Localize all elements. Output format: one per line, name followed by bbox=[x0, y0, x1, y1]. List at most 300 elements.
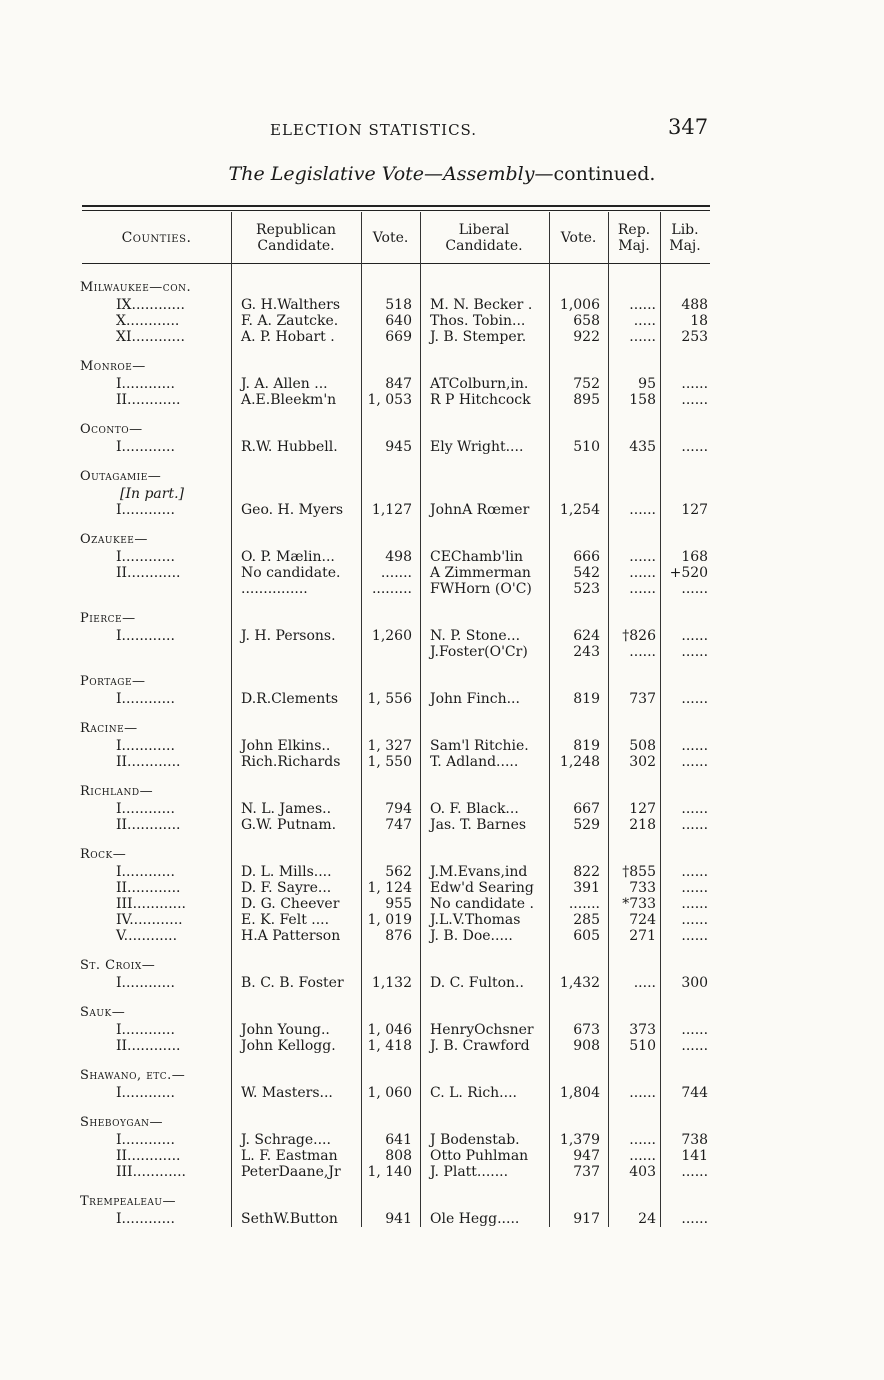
rep-majority-cell: 737 bbox=[629, 691, 656, 707]
row-spacer bbox=[80, 1054, 712, 1068]
lib-candidate-cell: Otto Puhlman bbox=[430, 1148, 529, 1164]
county-name: Racine— bbox=[80, 721, 138, 736]
row-spacer bbox=[80, 944, 712, 958]
rep-candidate-cell: O. P. Mælin... bbox=[241, 549, 335, 565]
rep-majority-cell: ..... bbox=[633, 313, 656, 329]
county-name: Ozaukee— bbox=[80, 532, 148, 547]
district-cell: I............ bbox=[116, 1085, 175, 1101]
rep-vote-cell: 1,132 bbox=[371, 975, 412, 991]
lib-candidate-cell: John Finch... bbox=[430, 691, 520, 707]
lib-candidate-cell: R P Hitchcock bbox=[430, 392, 531, 408]
rep-candidate-cell: John Young.. bbox=[241, 1022, 330, 1038]
table-row bbox=[80, 565, 712, 581]
table-row bbox=[80, 1022, 712, 1038]
lib-vote-cell: 510 bbox=[573, 439, 600, 455]
header-lib-candidate: Liberal Candidate. bbox=[445, 222, 523, 254]
district-cell: I............ bbox=[116, 691, 175, 707]
spacer-cell bbox=[80, 455, 712, 469]
rep-candidate-cell: Rich.Richards bbox=[241, 754, 341, 770]
table-row bbox=[80, 912, 712, 928]
lib-majority-cell: +520 bbox=[669, 565, 709, 581]
table-row bbox=[80, 754, 712, 770]
rep-majority-cell: 510 bbox=[629, 1038, 656, 1054]
spacer-cell bbox=[80, 770, 712, 784]
lib-candidate-cell: Ely Wright.... bbox=[430, 439, 524, 455]
table-row bbox=[80, 1038, 712, 1054]
lib-majority-cell: ...... bbox=[681, 1022, 709, 1038]
rep-vote-cell: 876 bbox=[385, 928, 412, 944]
row-spacer bbox=[80, 833, 712, 847]
county-name: Portage— bbox=[80, 674, 146, 689]
rep-majority-cell: ...... bbox=[629, 1085, 656, 1101]
county-name: Pierce— bbox=[80, 611, 136, 626]
district-cell: X............ bbox=[116, 313, 180, 329]
row-spacer bbox=[80, 991, 712, 1005]
election-table bbox=[80, 280, 712, 1227]
rep-majority-cell: 271 bbox=[629, 928, 656, 944]
spacer-cell bbox=[80, 408, 712, 422]
lib-majority-cell: 744 bbox=[681, 1085, 709, 1101]
rep-candidate-cell: A. P. Hobart . bbox=[241, 329, 335, 345]
lib-majority-cell: 488 bbox=[681, 297, 709, 313]
lib-vote-cell: 895 bbox=[573, 392, 600, 408]
lib-majority-cell: ...... bbox=[681, 376, 709, 392]
header-rep-maj: Rep. Maj. bbox=[617, 222, 651, 254]
county-group-row bbox=[80, 847, 712, 864]
county-name: St. Croix— bbox=[80, 958, 156, 973]
table-row bbox=[80, 864, 712, 880]
lib-vote-cell: 819 bbox=[573, 691, 600, 707]
rep-majority-cell: 435 bbox=[629, 439, 656, 455]
lib-candidate-cell: J.L.V.Thomas bbox=[430, 912, 521, 928]
district-cell: I............ bbox=[116, 439, 175, 455]
district-cell: I............ bbox=[116, 801, 175, 817]
rep-candidate-cell: PeterDaane,Jr bbox=[241, 1164, 341, 1180]
lib-majority-cell: ...... bbox=[681, 581, 709, 597]
rep-majority-cell: 403 bbox=[629, 1164, 656, 1180]
district-cell: II............ bbox=[116, 817, 181, 833]
table-row bbox=[80, 628, 712, 644]
table-row bbox=[80, 801, 712, 817]
lib-vote-cell: ....... bbox=[568, 896, 600, 912]
lib-candidate-cell: No candidate . bbox=[430, 896, 534, 912]
lib-vote-cell: 666 bbox=[573, 549, 600, 565]
rep-majority-cell: 302 bbox=[629, 754, 656, 770]
county-group-row bbox=[80, 1115, 712, 1132]
spacer-cell bbox=[80, 1054, 712, 1068]
district-cell: I............ bbox=[116, 376, 175, 392]
spacer-cell bbox=[80, 944, 712, 958]
rep-vote-cell: 562 bbox=[385, 864, 412, 880]
district-cell: I............ bbox=[116, 628, 175, 644]
district-cell: I............ bbox=[116, 1022, 175, 1038]
district-cell: II............ bbox=[116, 754, 181, 770]
county-name: Sheboygan— bbox=[80, 1115, 163, 1130]
table-row bbox=[80, 975, 712, 991]
spacer-cell bbox=[80, 833, 712, 847]
rep-candidate-cell: G. H.Walthers bbox=[241, 297, 341, 313]
spacer-cell bbox=[80, 518, 712, 532]
spacer-cell bbox=[80, 991, 712, 1005]
rep-majority-cell: ...... bbox=[629, 644, 656, 660]
table-subtitle bbox=[0, 163, 884, 185]
lib-candidate-cell: O. F. Black... bbox=[430, 801, 519, 817]
district-cell: I............ bbox=[116, 1211, 175, 1227]
table-row bbox=[80, 738, 712, 754]
district-cell: II............ bbox=[116, 880, 181, 896]
table-row bbox=[80, 644, 712, 660]
rep-majority-cell: 508 bbox=[629, 738, 656, 754]
county-group-row bbox=[80, 359, 712, 376]
rep-vote-cell: 1,260 bbox=[371, 628, 412, 644]
county-group-row bbox=[80, 1194, 712, 1211]
election-table-body bbox=[80, 280, 712, 1227]
district-cell: III............ bbox=[116, 1164, 186, 1180]
rep-vote-cell: 498 bbox=[385, 549, 412, 565]
lib-vote-cell: 1,248 bbox=[559, 754, 600, 770]
rep-candidate-cell: D.R.Clements bbox=[241, 691, 339, 707]
rep-candidate-cell: R.W. Hubbell. bbox=[241, 439, 338, 455]
lib-vote-cell: 908 bbox=[573, 1038, 600, 1054]
lib-vote-cell: 1,254 bbox=[559, 502, 600, 518]
rep-vote-cell: 1, 060 bbox=[367, 1085, 412, 1101]
lib-majority-cell: ...... bbox=[681, 1211, 709, 1227]
running-head: ELECTION STATISTICS. bbox=[270, 121, 478, 139]
rep-majority-cell: *733 bbox=[622, 896, 656, 912]
county-group-row bbox=[80, 1068, 712, 1085]
lib-vote-cell: 605 bbox=[573, 928, 600, 944]
lib-vote-cell: 737 bbox=[573, 1164, 600, 1180]
rep-candidate-cell: A.E.Bleekm'n bbox=[241, 392, 337, 408]
rep-majority-cell: 218 bbox=[629, 817, 656, 833]
lib-majority-cell: ...... bbox=[681, 754, 709, 770]
district-cell: I............ bbox=[116, 1132, 175, 1148]
county-name: Oconto— bbox=[80, 422, 143, 437]
county-name: Sauk— bbox=[80, 1005, 126, 1020]
lib-candidate-cell: A Zimmerman bbox=[430, 565, 531, 581]
district-cell: II............ bbox=[116, 1148, 181, 1164]
table-row bbox=[80, 313, 712, 329]
rep-candidate-cell: J. H. Persons. bbox=[241, 628, 336, 644]
lib-majority-cell: ...... bbox=[681, 439, 709, 455]
lib-majority-cell: 168 bbox=[681, 549, 709, 565]
lib-candidate-cell: Edw'd Searing bbox=[430, 880, 534, 896]
rep-candidate-cell: John Kellogg. bbox=[241, 1038, 336, 1054]
lib-majority-cell: ...... bbox=[681, 1038, 709, 1054]
rep-vote-cell: 1, 046 bbox=[367, 1022, 412, 1038]
table-row bbox=[80, 817, 712, 833]
row-spacer bbox=[80, 770, 712, 784]
lib-vote-cell: 752 bbox=[573, 376, 600, 392]
rep-vote-cell: 1, 124 bbox=[367, 880, 412, 896]
lib-vote-cell: 947 bbox=[573, 1148, 600, 1164]
spacer-cell bbox=[80, 1101, 712, 1115]
header-rule bbox=[82, 263, 710, 264]
lib-candidate-cell: C. L. Rich.... bbox=[430, 1085, 517, 1101]
header-rep-vote: Vote. bbox=[372, 230, 409, 246]
top-double-rule-lower bbox=[82, 210, 710, 211]
lib-vote-cell: 1,006 bbox=[559, 297, 600, 313]
county-group-row bbox=[80, 784, 712, 801]
district-cell: I............ bbox=[116, 864, 175, 880]
county-group-row bbox=[80, 674, 712, 691]
lib-candidate-cell: FWHorn (O'C) bbox=[430, 581, 532, 597]
lib-vote-cell: 1,432 bbox=[559, 975, 600, 991]
rep-majority-cell: 373 bbox=[629, 1022, 656, 1038]
rep-candidate-cell: J. A. Allen ... bbox=[241, 376, 328, 392]
rep-majority-cell: †855 bbox=[622, 864, 656, 880]
rep-vote-cell: 941 bbox=[385, 1211, 412, 1227]
top-double-rule bbox=[82, 205, 710, 207]
lib-majority-cell: ...... bbox=[681, 801, 709, 817]
district-cell: IV............ bbox=[116, 912, 183, 928]
rep-majority-cell: 733 bbox=[629, 880, 656, 896]
district-cell: XI............ bbox=[116, 329, 185, 345]
rep-majority-cell: 24 bbox=[638, 1211, 656, 1227]
rep-vote-cell: 847 bbox=[385, 376, 412, 392]
lib-vote-cell: 542 bbox=[573, 565, 600, 581]
lib-candidate-cell: Jas. T. Barnes bbox=[430, 817, 527, 833]
lib-majority-cell: 18 bbox=[690, 313, 709, 329]
page-number: 347 bbox=[668, 115, 709, 139]
district-cell: V............ bbox=[116, 928, 178, 944]
header-lib-vote: Vote. bbox=[560, 230, 597, 246]
table-row bbox=[80, 376, 712, 392]
rep-vote-cell: 1, 327 bbox=[367, 738, 412, 754]
county-name: Trempealeau— bbox=[80, 1194, 176, 1209]
rep-majority-cell: ...... bbox=[629, 581, 656, 597]
rep-candidate-cell: ............... bbox=[241, 581, 308, 597]
spacer-cell bbox=[80, 345, 712, 359]
district-cell: I............ bbox=[116, 502, 175, 518]
rep-majority-cell: ...... bbox=[629, 502, 656, 518]
lib-vote-cell: 917 bbox=[573, 1211, 600, 1227]
lib-majority-cell: 253 bbox=[681, 329, 709, 345]
lib-candidate-cell: J. B. Crawford bbox=[430, 1038, 530, 1054]
row-spacer bbox=[80, 707, 712, 721]
district-cell: II............ bbox=[116, 565, 181, 581]
rep-majority-cell: 95 bbox=[638, 376, 656, 392]
rep-vote-cell: 747 bbox=[385, 817, 412, 833]
rep-vote-cell: 945 bbox=[385, 439, 412, 455]
county-name: Monroe— bbox=[80, 359, 146, 374]
spacer-cell bbox=[80, 660, 712, 674]
rep-candidate-cell: H.A Patterson bbox=[241, 928, 341, 944]
lib-vote-cell: 285 bbox=[573, 912, 600, 928]
rep-majority-cell: ..... bbox=[633, 975, 656, 991]
rep-majority-cell: ...... bbox=[629, 549, 656, 565]
lib-vote-cell: 523 bbox=[573, 581, 600, 597]
row-spacer bbox=[80, 660, 712, 674]
county-group-row bbox=[80, 469, 712, 486]
table-row bbox=[80, 880, 712, 896]
rep-vote-cell bbox=[361, 644, 420, 660]
county-note-row bbox=[80, 486, 712, 502]
lib-majority-cell: ...... bbox=[681, 864, 709, 880]
lib-majority-cell: ...... bbox=[681, 896, 709, 912]
lib-majority-cell: 300 bbox=[681, 975, 709, 991]
district-cell: I............ bbox=[116, 975, 175, 991]
lib-candidate-cell: JohnA Rœmer bbox=[430, 502, 530, 518]
district-cell: I............ bbox=[116, 738, 175, 754]
lib-vote-cell: 243 bbox=[573, 644, 600, 660]
rep-candidate-cell bbox=[231, 644, 361, 660]
spacer-cell bbox=[80, 1180, 712, 1194]
rep-vote-cell: 1, 550 bbox=[367, 754, 412, 770]
lib-majority-cell: ...... bbox=[681, 392, 709, 408]
table-row bbox=[80, 297, 712, 313]
lib-candidate-cell: D. C. Fulton.. bbox=[430, 975, 524, 991]
rep-vote-cell: 1, 418 bbox=[367, 1038, 412, 1054]
county-group-row bbox=[80, 1005, 712, 1022]
county-group-row bbox=[80, 611, 712, 628]
lib-candidate-cell: ATColburn,in. bbox=[430, 376, 529, 392]
district-cell bbox=[80, 581, 231, 597]
rep-vote-cell: 641 bbox=[385, 1132, 412, 1148]
county-group-row bbox=[80, 532, 712, 549]
table-row bbox=[80, 896, 712, 912]
row-spacer bbox=[80, 345, 712, 359]
table-row bbox=[80, 549, 712, 565]
rep-vote-cell: 669 bbox=[385, 329, 412, 345]
district-cell: II............ bbox=[116, 392, 181, 408]
rep-candidate-cell: F. A. Zautcke. bbox=[241, 313, 339, 329]
rep-candidate-cell: John Elkins.. bbox=[241, 738, 331, 754]
rep-majority-cell: ...... bbox=[629, 1148, 656, 1164]
lib-majority-cell: ...... bbox=[681, 817, 709, 833]
table-row bbox=[80, 928, 712, 944]
spacer-cell bbox=[80, 707, 712, 721]
lib-majority-cell: ...... bbox=[681, 628, 709, 644]
lib-vote-cell: 391 bbox=[573, 880, 600, 896]
lib-vote-cell: 819 bbox=[573, 738, 600, 754]
rep-vote-cell: 794 bbox=[385, 801, 412, 817]
table-row bbox=[80, 1211, 712, 1227]
rep-majority-cell: 127 bbox=[629, 801, 656, 817]
district-cell: IX............ bbox=[116, 297, 185, 313]
district-cell: II............ bbox=[116, 1038, 181, 1054]
rep-candidate-cell: Geo. H. Myers bbox=[241, 502, 344, 518]
rep-vote-cell: 955 bbox=[385, 896, 412, 912]
lib-vote-cell: 1,804 bbox=[559, 1085, 600, 1101]
rep-candidate-cell: G.W. Putnam. bbox=[241, 817, 337, 833]
rep-candidate-cell: W. Masters... bbox=[241, 1085, 333, 1101]
row-spacer bbox=[80, 518, 712, 532]
rep-candidate-cell: D. G. Cheever bbox=[241, 896, 340, 912]
lib-candidate-cell: J. B. Doe..... bbox=[430, 928, 513, 944]
lib-candidate-cell: Thos. Tobin... bbox=[430, 313, 526, 329]
table-row bbox=[80, 581, 712, 597]
lib-majority-cell: 127 bbox=[681, 502, 709, 518]
county-name: Milwaukee—con. bbox=[80, 280, 192, 295]
district-cell bbox=[80, 644, 231, 660]
county-group-row bbox=[80, 958, 712, 975]
county-group-row bbox=[80, 280, 712, 297]
row-spacer bbox=[80, 408, 712, 422]
rep-candidate-cell: E. K. Felt .... bbox=[241, 912, 330, 928]
header-rep-candidate: Republican Candidate. bbox=[256, 222, 336, 254]
rep-candidate-cell: L. F. Eastman bbox=[241, 1148, 338, 1164]
rep-vote-cell: 1, 053 bbox=[367, 392, 412, 408]
rep-candidate-cell: J. Schrage.... bbox=[241, 1132, 331, 1148]
lib-candidate-cell: T. Adland..... bbox=[430, 754, 519, 770]
lib-majority-cell: 738 bbox=[681, 1132, 709, 1148]
district-cell: I............ bbox=[116, 549, 175, 565]
lib-vote-cell: 922 bbox=[573, 329, 600, 345]
table-row bbox=[80, 392, 712, 408]
rep-majority-cell: 724 bbox=[629, 912, 656, 928]
lib-candidate-cell: N. P. Stone... bbox=[430, 628, 521, 644]
spacer-cell bbox=[80, 597, 712, 611]
lib-candidate-cell: M. N. Becker . bbox=[430, 297, 533, 313]
county-name: Outagamie— bbox=[80, 469, 162, 484]
lib-majority-cell: ...... bbox=[681, 1164, 709, 1180]
rep-vote-cell: 1,127 bbox=[371, 502, 412, 518]
table-row bbox=[80, 1085, 712, 1101]
rep-candidate-cell: D. F. Sayre... bbox=[241, 880, 332, 896]
lib-majority-cell: ...... bbox=[681, 928, 709, 944]
rep-vote-cell: 640 bbox=[385, 313, 412, 329]
rep-majority-cell: ...... bbox=[629, 1132, 656, 1148]
table-row bbox=[80, 439, 712, 455]
subtitle-continued: continued. bbox=[553, 163, 656, 185]
lib-majority-cell: 141 bbox=[681, 1148, 709, 1164]
lib-candidate-cell: J. B. Stemper. bbox=[430, 329, 527, 345]
rep-vote-cell: 1, 556 bbox=[367, 691, 412, 707]
lib-majority-cell: ...... bbox=[681, 738, 709, 754]
table-row bbox=[80, 329, 712, 345]
lib-vote-cell: 673 bbox=[573, 1022, 600, 1038]
header-lib-maj: Lib. Maj. bbox=[669, 222, 701, 254]
rep-majority-cell: †826 bbox=[622, 628, 656, 644]
lib-vote-cell: 624 bbox=[573, 628, 600, 644]
lib-candidate-cell: J. Platt....... bbox=[430, 1164, 509, 1180]
lib-majority-cell: ...... bbox=[681, 880, 709, 896]
lib-candidate-cell: CEChamb'lin bbox=[430, 549, 524, 565]
lib-vote-cell: 1,379 bbox=[559, 1132, 600, 1148]
rep-candidate-cell: D. L. Mills.... bbox=[241, 864, 332, 880]
rep-candidate-cell: N. L. James.. bbox=[241, 801, 332, 817]
table-row bbox=[80, 1132, 712, 1148]
lib-candidate-cell: J.Foster(O'Cr) bbox=[430, 644, 528, 660]
rep-candidate-cell: B. C. B. Foster bbox=[241, 975, 344, 991]
row-spacer bbox=[80, 1101, 712, 1115]
lib-candidate-cell: J.M.Evans,ind bbox=[430, 864, 528, 880]
lib-candidate-cell: Ole Hegg..... bbox=[430, 1211, 520, 1227]
rep-vote-cell: 1, 140 bbox=[367, 1164, 412, 1180]
lib-candidate-cell: J Bodenstab. bbox=[430, 1132, 520, 1148]
lib-majority-cell: ...... bbox=[681, 912, 709, 928]
rep-vote-cell: 518 bbox=[385, 297, 412, 313]
rep-majority-cell: ...... bbox=[629, 565, 656, 581]
subtitle-italic: The Legislative Vote—Assembly— bbox=[228, 163, 554, 185]
county-group-row bbox=[80, 721, 712, 738]
rep-vote-cell: ......... bbox=[371, 581, 412, 597]
lib-candidate-cell: HenryOchsner bbox=[430, 1022, 534, 1038]
table-row bbox=[80, 502, 712, 518]
rep-candidate-cell: No candidate. bbox=[241, 565, 341, 581]
table-row bbox=[80, 691, 712, 707]
table-row bbox=[80, 1164, 712, 1180]
rep-majority-cell: ...... bbox=[629, 297, 656, 313]
county-group-row bbox=[80, 422, 712, 439]
lib-vote-cell: 658 bbox=[573, 313, 600, 329]
rep-vote-cell: 808 bbox=[385, 1148, 412, 1164]
lib-majority-cell: ...... bbox=[681, 691, 709, 707]
county-note: [In part.] bbox=[120, 486, 184, 502]
county-name: Rock— bbox=[80, 847, 127, 862]
rep-vote-cell: 1, 019 bbox=[367, 912, 412, 928]
